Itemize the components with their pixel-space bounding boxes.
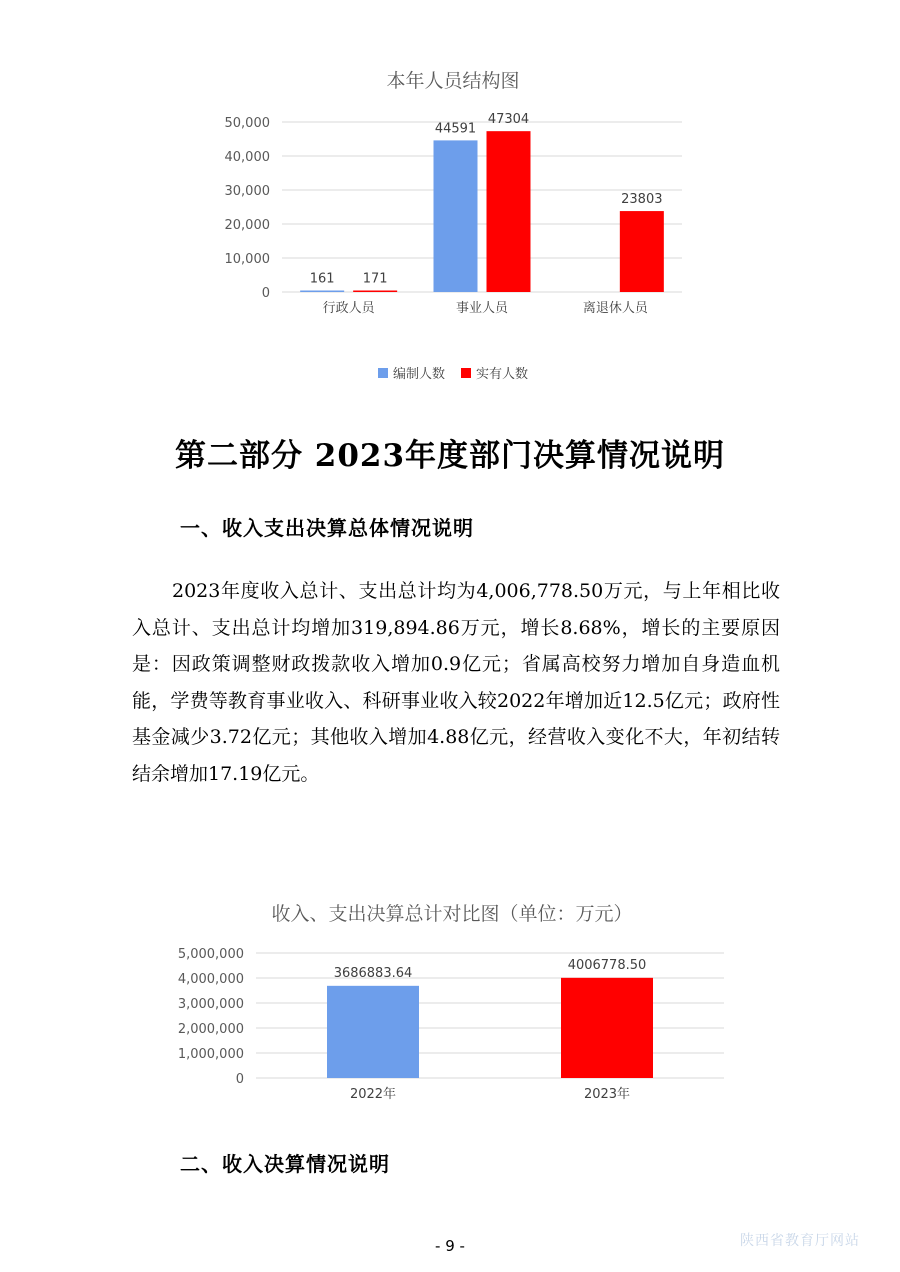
data-label: 3686883.64 — [333, 965, 413, 981]
data-label: 161 — [309, 271, 335, 287]
y-tick-label: 5,000,000 — [177, 947, 244, 962]
data-label: 44591 — [434, 121, 477, 137]
chart-legend — [378, 366, 528, 382]
legend-swatch — [461, 368, 471, 378]
personnel-structure-chart — [0, 0, 900, 400]
bar — [327, 986, 419, 1078]
bar — [620, 211, 664, 292]
y-tick-label: 3,000,000 — [177, 997, 244, 1012]
y-tick-label: 0 — [261, 286, 270, 301]
page-number: - 9 - — [435, 1237, 465, 1255]
chart-bars — [327, 958, 653, 1078]
bar — [561, 978, 653, 1078]
bar — [300, 291, 344, 293]
bar — [353, 291, 397, 293]
data-label: 4006778.50 — [567, 957, 647, 973]
y-tick-label: 10,000 — [224, 252, 270, 267]
legend-label: 实有人数 — [476, 367, 529, 382]
y-tick-label: 50,000 — [224, 116, 270, 131]
bar — [434, 140, 478, 292]
x-tick-label: 事业人员 — [455, 301, 509, 316]
chart-gridlines — [256, 953, 724, 1078]
y-axis-ticks — [178, 947, 244, 1087]
chart-bars — [300, 112, 664, 292]
x-axis-labels — [350, 1086, 630, 1102]
y-tick-label: 0 — [235, 1072, 244, 1087]
x-tick-label: 2023年 — [583, 1087, 631, 1102]
y-tick-label: 40,000 — [224, 150, 270, 165]
data-label: 47304 — [487, 112, 530, 128]
section-heading-overall: 一、收入支出决算总体情况说明 — [180, 516, 474, 540]
y-axis-ticks — [225, 116, 271, 301]
chart-title: 本年人员结构图 — [386, 70, 520, 92]
y-tick-label: 1,000,000 — [177, 1047, 244, 1062]
y-tick-label: 2,000,000 — [177, 1022, 244, 1037]
data-label: 23803 — [621, 192, 663, 208]
y-tick-label: 30,000 — [224, 184, 270, 199]
x-tick-label: 离退休人员 — [582, 301, 648, 316]
legend-label: 编制人数 — [393, 367, 446, 382]
part-heading: 第二部分 2023年度部门决算情况说明 — [174, 438, 726, 474]
overview-paragraph: 2023年度收入总计、支出总计均为4,006,778.50万元，与上年相比收入总计、支出总计均增加319,894.86万元，增长8.68%，增长的主要原因是：因政策调整财政拨款收入增加0.9亿元；省属高校努力增加自身造血机能，学费等教育事业收入、科研事业收入较2022年增加近12.5亿元；政府性基金减少3.72亿元；其他收入增加4.88亿元，经营收入变化不大，年初结转结余增加17.19亿元。 — [132, 580, 780, 785]
section-heading-income: 二、收入决算情况说明 — [180, 1152, 390, 1176]
bar — [487, 131, 531, 292]
site-watermark: 陕西省教育厅网站 — [740, 1233, 860, 1249]
x-tick-label: 行政人员 — [322, 301, 375, 316]
data-label: 171 — [362, 271, 388, 287]
legend-swatch — [378, 368, 388, 378]
chart-title: 收入、支出决算总计对比图（单位：万元） — [271, 903, 633, 925]
x-tick-label: 2022年 — [349, 1087, 397, 1102]
y-tick-label: 4,000,000 — [177, 972, 244, 987]
x-axis-labels — [323, 300, 649, 316]
income-expenditure-chart — [0, 880, 900, 1110]
y-tick-label: 20,000 — [224, 218, 270, 233]
